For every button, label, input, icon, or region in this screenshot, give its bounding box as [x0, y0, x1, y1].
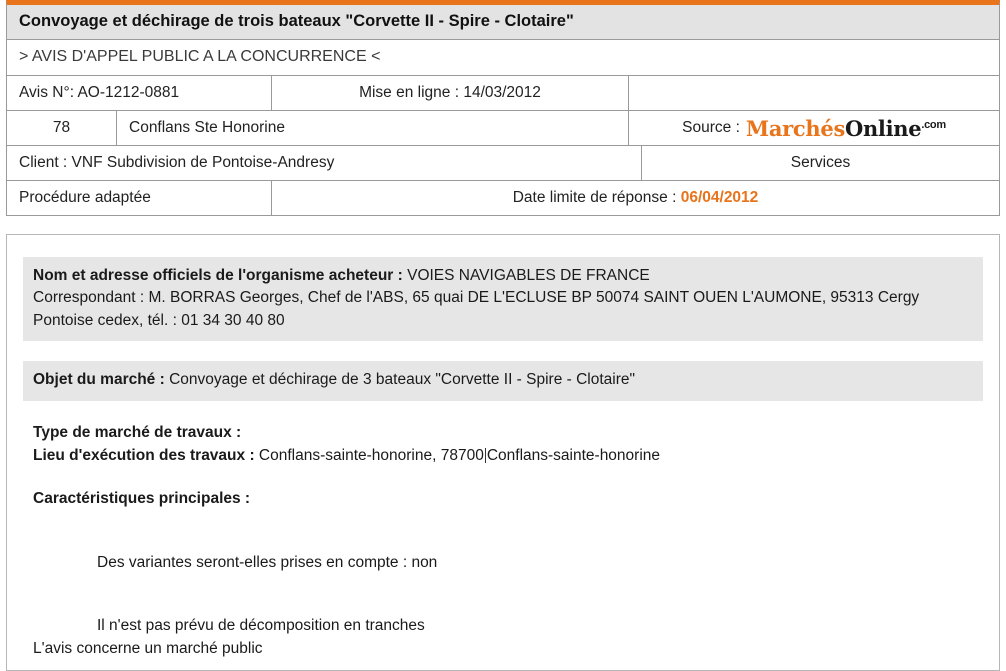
- city-name: Conflans Ste Honorine: [117, 111, 629, 145]
- spacer-4: [23, 511, 983, 531]
- logo-part-online: Online: [844, 115, 922, 141]
- announcement-body-card: [6, 234, 1000, 671]
- spacer-6: [23, 574, 983, 594]
- type-marche-label: Type de marché de travaux :: [33, 423, 242, 441]
- header-spacer-cell: [629, 76, 999, 110]
- header-row-procedure: [7, 181, 999, 215]
- objet-value: Convoyage et déchirage de 3 bateaux "Corvette II - Spire - Clotaire": [169, 371, 636, 389]
- organisme-value: VOIES NAVIGABLES DE FRANCE: [407, 267, 650, 284]
- buyer-organization-block: [23, 257, 983, 341]
- source-label: Source :: [682, 119, 740, 136]
- spacer-2: [23, 401, 983, 421]
- organisme-label: Nom et adresse officiels de l'organisme acheteur :: [33, 267, 403, 284]
- procedure-type: Procédure adaptée: [7, 181, 272, 215]
- tranches-line: Il n'est pas prévu de décomposition en tranches: [97, 616, 425, 634]
- deadline-cell: [272, 181, 999, 215]
- spacer-3: [23, 467, 983, 487]
- variants-line: Des variantes seront-elles prises en compte : non: [97, 553, 438, 571]
- header-row-location: [7, 111, 999, 146]
- header-row-client: [7, 146, 999, 181]
- spacer-7: [23, 594, 983, 614]
- deadline-value: 06/04/2012: [680, 189, 759, 206]
- public-market-line: L'avis concerne un marché public: [33, 640, 263, 658]
- object-block: [23, 361, 983, 400]
- logo-part-marches: Marchés: [745, 115, 845, 141]
- correspondant-text: Correspondant : M. BORRAS Georges, Chef de l'ABS, 65 quai DE L'ECLUSE BP 50074 SAINT OUEN L'AUMONE, 95313 Cergy Pontoise cedex, tél. : 01 34 30 40 80: [33, 289, 920, 329]
- text-caret: [485, 448, 486, 463]
- lieu-value-b: Conflans-sainte-honorine: [486, 447, 661, 465]
- caracteristiques-label: Caractéristiques principales :: [33, 490, 251, 508]
- objet-label: Objet du marché :: [33, 371, 165, 389]
- page-title: Convoyage et déchirage de trois bateaux "Corvette II - Spire - Clotaire": [7, 5, 999, 40]
- source-cell: [629, 111, 999, 145]
- header-row-reference: [7, 76, 999, 111]
- logo-suffix-com: .com: [921, 118, 946, 131]
- publication-date: Mise en ligne : 14/03/2012: [272, 76, 629, 110]
- marchesonline-logo: [745, 115, 946, 141]
- spacer-1: [23, 341, 983, 361]
- client-name: Client : VNF Subdivision de Pontoise-Andresy: [7, 146, 642, 180]
- deadline-label: Date limite de réponse :: [512, 189, 677, 206]
- avis-number: Avis N°: AO-1212-0881: [7, 76, 272, 110]
- announcement-subtitle: > AVIS D'APPEL PUBLIC A LA CONCURRENCE <: [7, 40, 999, 76]
- lieu-value-a: Conflans-sainte-honorine, 78700: [258, 447, 484, 465]
- announcement-header-card: [6, 0, 1000, 216]
- characteristics-block: [23, 487, 983, 510]
- market-type-block: [23, 421, 983, 468]
- spacer-5: [23, 531, 983, 551]
- lieu-label: Lieu d'exécution des travaux :: [33, 447, 255, 465]
- department-number: 78: [7, 111, 117, 145]
- market-category: Services: [790, 154, 851, 171]
